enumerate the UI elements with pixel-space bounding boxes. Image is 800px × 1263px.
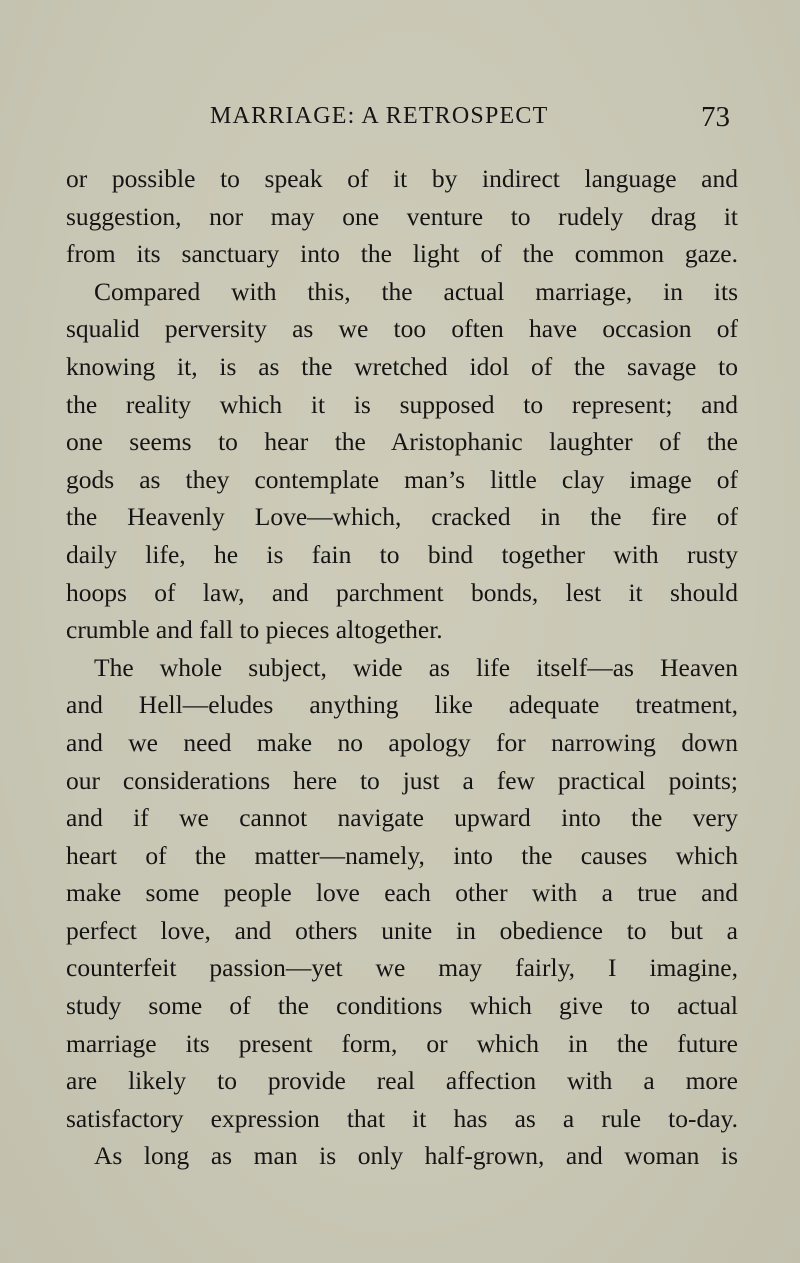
- text-line: one seems to hear the Aristophanic laughter of the: [66, 427, 738, 457]
- text-line: gods as they contemplate man’s little clay image of: [66, 464, 738, 494]
- text-line: As long as man is only half-grown, and woman is: [94, 1141, 738, 1171]
- running-title: MARRIAGE: A RETROSPECT: [210, 103, 549, 129]
- text-line: satisfactory expression that it has as a rule to-day.: [66, 1103, 738, 1133]
- text-line: perfect love, and others unite in obedience to but a: [66, 915, 738, 945]
- text-line: study some of the conditions which give to actual: [66, 991, 738, 1021]
- text-line: are likely to provide real affection with a more: [66, 1066, 738, 1096]
- text-line: make some people love each other with a true and: [66, 878, 738, 908]
- text-line: hoops of law, and parchment bonds, lest it should: [66, 577, 738, 607]
- text-line: heart of the matter—namely, into the causes which: [66, 840, 738, 870]
- text-line: or possible to speak of it by indirect language and: [66, 164, 738, 193]
- text-line: and if we cannot navigate upward into the very: [66, 803, 738, 833]
- text-line: The whole subject, wide as life itself—as Heaven: [94, 652, 738, 682]
- text-line: Compared with this, the actual marriage, in its: [94, 276, 738, 306]
- running-head: [120, 103, 730, 139]
- text-line: marriage its present form, or which in the future: [66, 1028, 738, 1058]
- text-line: counterfeit passion—yet we may fairly, I imagine,: [66, 953, 738, 983]
- text-line: from its sanctuary into the light of the common gaze.: [66, 239, 738, 269]
- text-line: squalid perversity as we too often have occasion of: [66, 314, 738, 344]
- text-line: knowing it, is as the wretched idol of the savage to: [66, 351, 738, 381]
- text-line: daily life, he is fain to bind together with rusty: [66, 539, 738, 569]
- text-line: the reality which it is supposed to represent; and: [66, 389, 738, 419]
- text-line: and Hell—eludes anything like adequate treatment,: [66, 690, 738, 720]
- text-line: and we need make no apology for narrowing down: [66, 727, 738, 757]
- page-number: 73: [701, 101, 730, 133]
- text-line: suggestion, nor may one venture to rudely drag it: [66, 201, 738, 231]
- text-line: crumble and fall to pieces altogether.: [66, 615, 443, 645]
- text-line: our considerations here to just a few practical points;: [66, 765, 738, 795]
- body-text: [66, 160, 738, 1175]
- text-line: the Heavenly Love—which, cracked in the fire of: [66, 502, 738, 532]
